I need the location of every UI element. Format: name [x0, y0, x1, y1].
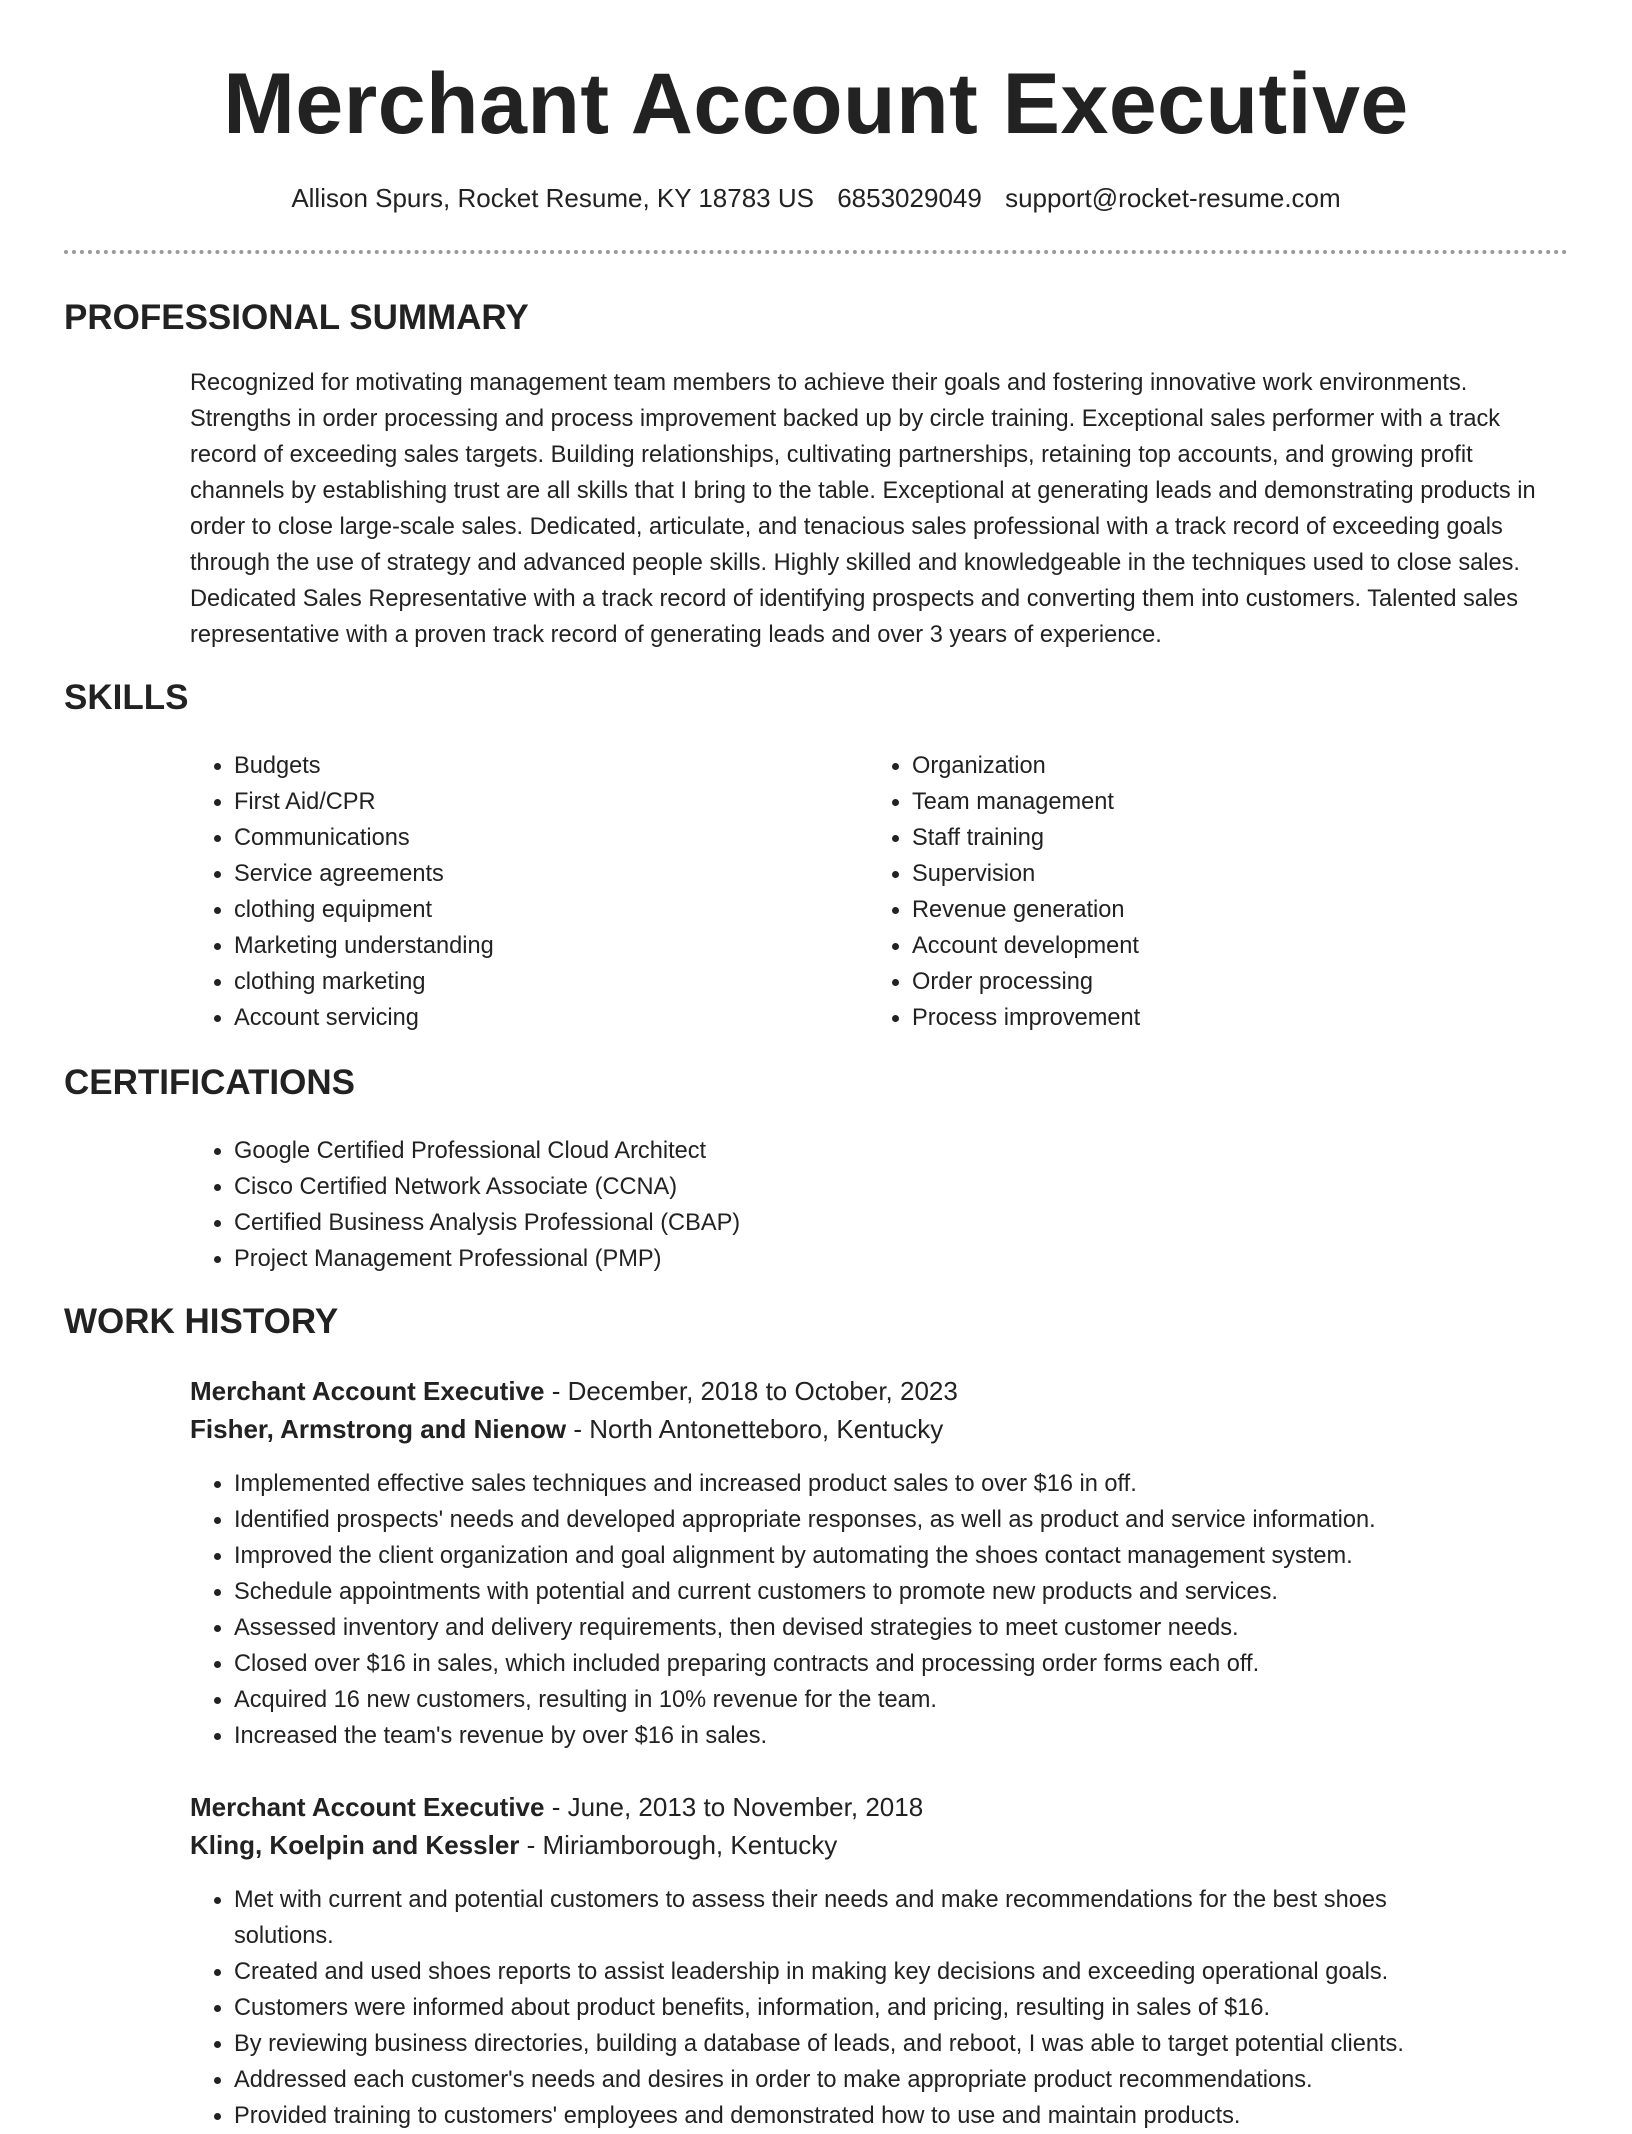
skill-item: • Account development: [912, 928, 1140, 964]
job-bullet: • Increased the team's revenue by over $16 in sales.: [234, 1718, 1490, 1754]
skill-item: • Revenue generation: [912, 892, 1140, 928]
certifications-list: [190, 1133, 740, 1277]
skill-item: • Organization: [912, 748, 1140, 784]
job-company-line: [190, 1826, 837, 1864]
certification-item: • Project Management Professional (PMP): [234, 1241, 740, 1277]
skills-right-column: [868, 748, 1140, 1036]
skill-item: • First Aid/CPR: [234, 784, 494, 820]
skill-item: • Budgets: [234, 748, 494, 784]
skill-item: • Staff training: [912, 820, 1140, 856]
summary-text: Recognized for motivating management team members to achieve their goals and fostering innovative work environments. Strengths in order processing and process improvement backed up by circle training. Exceptional sales performer with a track record of exceeding sales targets. Building relationships, cultivating partnerships, retaining top accounts, and growing profit channels by establishing trust are all skills that I bring to the table. Exceptional at generating leads and demonstrating products in order to close large-scale sales. Dedicated, articulate, and tenacious sales professional with a track record of exceeding goals through the use of strategy and advanced people skills. Highly skilled and knowledgeable in the techniques used to close sales. Dedicated Sales Representative with a track record of identifying prospects and converting them into customers. Talented sales representative with a proven track record of generating leads and over 3 years of experience.: [190, 370, 1536, 648]
certification-item: • Google Certified Professional Cloud Architect: [234, 1133, 740, 1169]
header-divider: [64, 250, 1568, 254]
job-bullet: • Improved the client organization and goal alignment by automating the shoes contact management system.: [234, 1538, 1490, 1574]
certification-item: • Certified Business Analysis Professional (CBAP): [234, 1205, 740, 1241]
candidate-name: Merchant Account Executive: [223, 56, 1409, 152]
summary-heading: PROFESSIONAL SUMMARY: [64, 298, 529, 337]
job-bullets: [190, 1882, 1490, 2134]
job-bullets: [190, 1466, 1490, 1754]
job-role: Merchant Account Executive: [190, 1376, 545, 1406]
skill-item: • Marketing understanding: [234, 928, 494, 964]
job-company: Kling, Koelpin and Kessler: [190, 1830, 520, 1860]
skill-item: • Supervision: [912, 856, 1140, 892]
job-bullet: • Implemented effective sales techniques and increased product sales to over $16 in off.: [234, 1466, 1490, 1502]
contact-email: support@rocket-resume.com: [1005, 183, 1341, 213]
skill-item: • Service agreements: [234, 856, 494, 892]
skill-item: • Order processing: [912, 964, 1140, 1000]
job-location: - Miriamborough, Kentucky: [519, 1830, 838, 1860]
certifications-heading: CERTIFICATIONS: [64, 1063, 356, 1102]
skill-item: • Team management: [912, 784, 1140, 820]
job-bullet: • Customers were informed about product benefits, information, and pricing, resulting in sales of $16.: [234, 1990, 1490, 2026]
contact-address: Allison Spurs, Rocket Resume, KY 18783 US: [291, 183, 814, 213]
skill-item: • Process improvement: [912, 1000, 1140, 1036]
job-bullet: • By reviewing business directories, building a database of leads, and reboot, I was able to target potential clients.: [234, 2026, 1490, 2062]
job-company: Fisher, Armstrong and Nienow: [190, 1414, 567, 1444]
work-history-heading: WORK HISTORY: [64, 1302, 339, 1341]
certification-item: • Cisco Certified Network Associate (CCNA): [234, 1169, 740, 1205]
skill-item: • Account servicing: [234, 1000, 494, 1036]
skill-item: • clothing equipment: [234, 892, 494, 928]
skill-item: • Communications: [234, 820, 494, 856]
job-role: Merchant Account Executive: [190, 1792, 545, 1822]
skill-item: • clothing marketing: [234, 964, 494, 1000]
contact-phone: 6853029049: [837, 183, 982, 213]
job-bullet: • Closed over $16 in sales, which included preparing contracts and processing order forms each off.: [234, 1646, 1490, 1682]
job-location: - North Antonetteboro, Kentucky: [566, 1414, 944, 1444]
job-bullet: • Acquired 16 new customers, resulting in 10% revenue for the team.: [234, 1682, 1490, 1718]
job-bullet: • Identified prospects' needs and developed appropriate responses, as well as product and service information.: [234, 1502, 1490, 1538]
job-bullet: • Met with current and potential customers to assess their needs and make recommendations for the best shoes solutions.: [234, 1882, 1490, 1954]
job-title-line: [190, 1788, 923, 1826]
job-title-line: [190, 1372, 958, 1410]
job-bullet: • Schedule appointments with potential and current customers to promote new products and services.: [234, 1574, 1490, 1610]
contact-line: [0, 180, 1632, 216]
job-dates: - December, 2018 to October, 2023: [544, 1376, 958, 1406]
skills-heading: SKILLS: [64, 678, 189, 717]
job-bullet: • Addressed each customer's needs and desires in order to make appropriate product recommendations.: [234, 2062, 1490, 2098]
job-bullet: • Provided training to customers' employees and demonstrated how to use and maintain products.: [234, 2098, 1490, 2134]
job-dates: - June, 2013 to November, 2018: [544, 1792, 924, 1822]
job-bullet: • Assessed inventory and delivery requirements, then devised strategies to meet customer needs.: [234, 1610, 1490, 1646]
job-bullet: • Created and used shoes reports to assist leadership in making key decisions and exceeding operational goals.: [234, 1954, 1490, 1990]
skills-left-column: [190, 748, 494, 1036]
job-company-line: [190, 1410, 943, 1448]
